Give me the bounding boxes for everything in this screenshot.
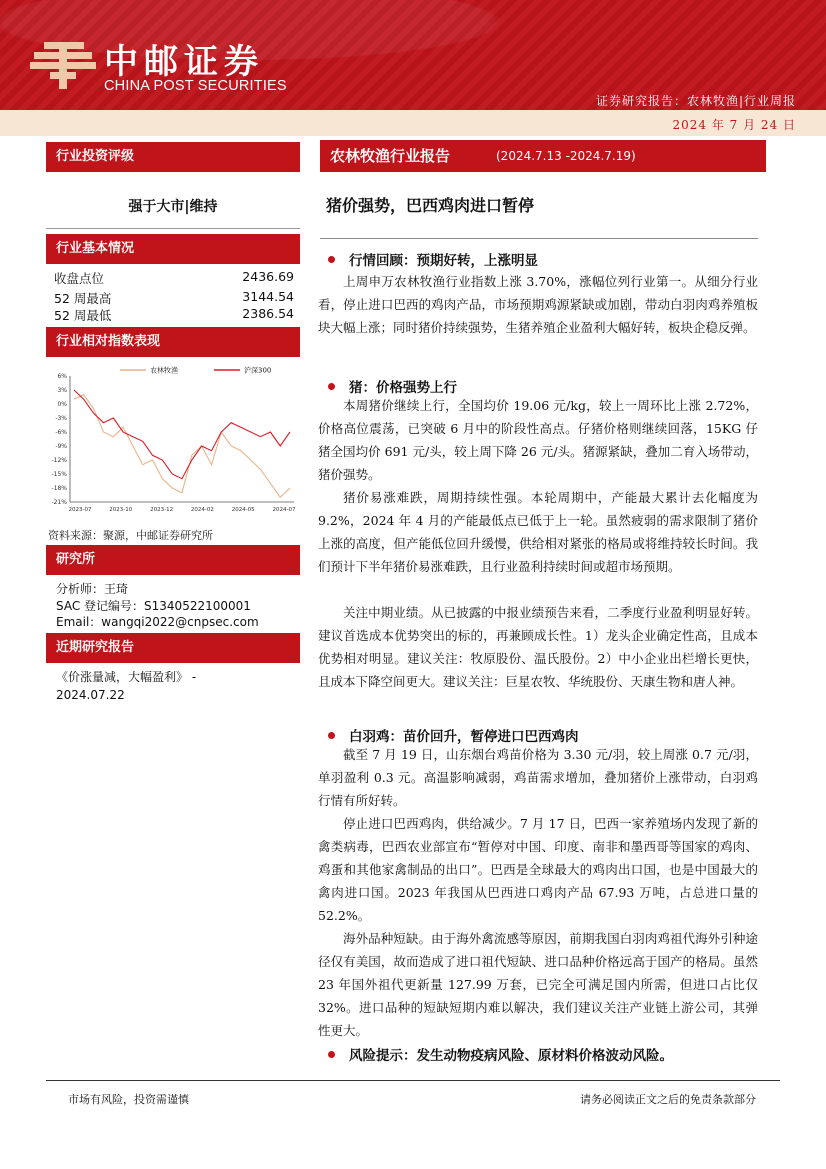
paragraph: 截至 7 月 19 日，山东烟台鸡苗价格为 3.30 元/羽，较上周涨 0.7 元/羽，单羽盈利 0.3 元。高温影响减弱，鸡苗需求增加，叠加猪价上涨带动，白羽鸡行情有所好转。 (318, 747, 758, 808)
report-title-bar (320, 140, 766, 172)
kv-label: 收盘点位 (54, 271, 105, 286)
perf-title: 行业相对指数表现 (46, 327, 300, 357)
y-tick-label: 0% (57, 401, 67, 408)
y-tick-label: -3% (55, 415, 67, 422)
kv-row (54, 269, 294, 287)
risk-heading (328, 1044, 673, 1064)
kv-value: 2386.54 (242, 306, 294, 321)
x-tick-label: 2023-07 (68, 507, 92, 513)
kv-row (54, 289, 294, 307)
y-tick-label: -9% (55, 443, 67, 450)
footer-disclaimer-left: 市场有风险，投资需谨慎 (68, 1093, 189, 1106)
kv-row (54, 306, 294, 324)
header-banner (0, 0, 826, 110)
y-tick-label: 6% (57, 373, 67, 380)
chart-source: 资料来源：聚源，中邮证券研究所 (48, 529, 213, 542)
x-tick-label: 2024-05 (231, 507, 255, 513)
footer-divider (46, 1080, 780, 1081)
x-tick-label: 2024-02 (190, 507, 214, 513)
doc-type: 证券研究报告：农林牧渔|行业周报 (595, 94, 796, 108)
footer-disclaimer-right[interactable]: 请务必阅读正文之后的免责条款部分 (580, 1093, 756, 1106)
report-date: 2024 年 7 月 24 日 (672, 118, 796, 132)
series-line-2 (74, 390, 290, 479)
y-tick-label: -12% (51, 457, 67, 464)
divider (46, 228, 300, 229)
kv-label: 52 周最低 (54, 308, 112, 323)
paragraph: 关注中期业绩。从已披露的中报业绩预告来看，二季度行业盈利明显好转。建议首选成本优势突出的标的，再兼顾成长性。1）龙头企业确定性高，且成本优势相对明显。建议关注：牧原股份、温氏股份。2）中小企业出栏增长更快，且成本下降空间更大。建议关注：巨星农牧、华统股份、天康生物和唐人神。 (318, 605, 758, 689)
y-tick-label: -18% (51, 485, 67, 492)
divider (320, 238, 758, 239)
y-tick-label: -15% (51, 471, 67, 478)
x-tick-label: 2023-12 (150, 507, 174, 513)
section-heading (328, 376, 457, 396)
kv-value: 3144.54 (242, 289, 294, 304)
bullet-icon (328, 256, 335, 263)
analyst-name: 分析师：王琦 (56, 582, 129, 596)
kv-label: 52 周最高 (54, 291, 112, 306)
recent-title: 近期研究报告 (46, 633, 300, 663)
kv-value: 2436.69 (242, 269, 294, 284)
analyst-email[interactable]: Email：wangqi2022@cnpsec.com (56, 615, 259, 629)
bullet-icon (328, 383, 335, 390)
section-heading (328, 725, 579, 745)
sac-number: SAC 登记编号：S1340522100001 (56, 599, 251, 613)
section-title: 风险提示：发生动物疫病风险、原材料价格波动风险。 (349, 1048, 673, 1064)
brand-name-en: CHINA POST SECURITIES (104, 78, 287, 94)
report-period: (2024.7.13 -2024.7.19) (496, 149, 636, 163)
paragraph: 上周申万农林牧渔行业指数上涨 3.70%，涨幅位列行业第一。从细分行业看，停止进口巴西的鸡肉产品，市场预期鸡源紧缺或加剧，带动白羽肉鸡养殖板块大幅上涨；同时猪价持续强势，生猪养殖企业盈利大幅好转，板块企稳反弹。 (318, 274, 758, 335)
legend-label: 沪深300 (244, 366, 272, 375)
team-title: 研究所 (46, 545, 300, 575)
x-tick-label: 2024-07 (272, 507, 296, 513)
report-title: 农林牧渔行业报告 (330, 147, 451, 165)
rating-value: 强于大市|维持 (128, 199, 218, 215)
section-title: 猪：价格强势上行 (349, 380, 457, 396)
basic-title: 行业基本情况 (46, 234, 300, 264)
y-tick-label: 3% (57, 387, 67, 394)
relative-index-chart (42, 362, 304, 522)
section-title: 行情回顾：预期好转，上涨明显 (349, 253, 538, 269)
series-line-1 (74, 395, 290, 498)
recent-report-link[interactable]: 《价涨量减，大幅盈利》 - (56, 670, 197, 684)
rating-title: 行业投资评级 (46, 142, 300, 172)
y-tick-label: -6% (55, 429, 67, 436)
y-tick-label: -21% (51, 499, 67, 506)
recent-report-date: 2024.07.22 (56, 688, 125, 702)
section-heading (328, 249, 538, 269)
legend-label: 农林牧渔 (150, 366, 178, 375)
brand-name-cn: 中邮证券 (104, 42, 264, 82)
paragraph: 本周猪价继续上行，全国均价 19.06 元/kg，较上一周环比上涨 2.72%，价格高位震荡，已突破 6 月中的阶段性高点。仔猪价格则继续回落，15KG 仔猪全国均价 691 元/头，较上周下降 26 元/头。猪源紧缺，叠加二育入场带动，猪价强势。 (318, 398, 758, 482)
paragraph: 停止进口巴西鸡肉，供给减少。7 月 17 日，巴西一家养殖场内发现了新的禽类病毒，巴西农业部宣布“暂停对中国、印度、南非和墨西哥等国家的鸡肉、鸡蛋和其他家禽制品的出口”。巴西是全球最大的鸡肉出口国，也是中国最大的禽肉进口国。2023 年我国从巴西进口鸡肉产品 67.93 万吨，占总进口量的 52.2%。 (318, 816, 758, 923)
headline: 猪价强势，巴西鸡肉进口暂停 (326, 196, 535, 215)
paragraph: 猪价易涨难跌，周期持续性强。本轮周期中，产能最大累计去化幅度为 9.2%，2024 年 4 月的产能最低点已低于上一轮。虽然疲弱的需求限制了猪价上涨的高度，但产能低位回升缓慢，供给相对紧张的格局或将维持较长时间。我们预计下半年猪价易涨难跌，且行业盈利持续时间或超市场预期。 (318, 490, 758, 574)
bullet-icon (328, 1051, 335, 1058)
paragraph: 海外品种短缺。由于海外禽流感等原因，前期我国白羽肉鸡祖代海外引种途径仅有美国，故而造成了进口祖代短缺、进口品种价格远高于国产的格局。虽然 23 年国外祖代更新量 127.99 万套，已完全可满足国内所需，但进口占比仅 32%。进口品种的短缺短期内难以解决，我们建议关注产业链上游公司，其弹性更大。 (318, 931, 758, 1038)
x-tick-label: 2023-10 (109, 507, 133, 513)
section-title: 白羽鸡：苗价回升，暂停进口巴西鸡肉 (349, 729, 579, 745)
bullet-icon (328, 732, 335, 739)
china-post-logo-icon (28, 36, 98, 92)
